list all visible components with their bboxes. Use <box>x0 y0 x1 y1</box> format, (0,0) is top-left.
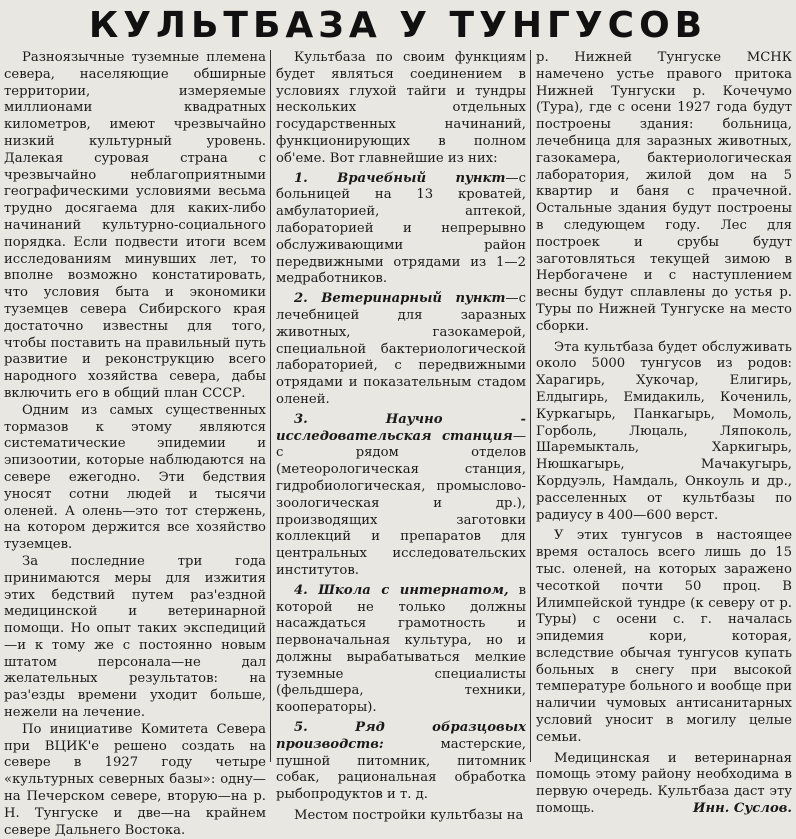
article-headline: КУЛЬТБАЗА У ТУНГУСОВ <box>88 5 708 46</box>
list-item-text: —с лечебницей для заразных животных, газокамерой, специальной бактериологической лабораторией, с передвижными отрядами и показательным стадом оленей. <box>276 291 526 407</box>
article-column-2 <box>276 50 527 824</box>
column-divider <box>530 50 531 762</box>
paragraph: р. Нижней Тунгуске МСНК намечено устье правого притока Нижней Тунгуски р. Кочечумо (Тура), где с осени 1927 года будут построены здания: больница, лечебница для заразных животных, газокамера, бактериологическая лаборатория, жилой дом на 5 квартир и баня с прачечной. Остальные здания будут построены в следующем году. Лес для построек и срубы будут заготовляться текущей зимою в Нербогачене и с наступлением весны будут сплавлены до устья р. Туры по Нижней Тунгуске на место сборки. <box>536 50 792 334</box>
paragraph: За последние три года принимаются меры для изжития этих бедствий путем раз'ездной медицинской и ветеринарной помощи. Но опыт таких экспедиций—и к тому же с постоянно новым штатом персонала—не дал желательных результатов: на раз'езды времени уходит больше, нежели на лечение. <box>4 553 266 721</box>
list-item-label: 3. Научно - исследовательская станция <box>276 411 526 444</box>
list-item-label: 2. Ветеринарный пункт <box>294 291 506 307</box>
list-item <box>276 720 526 804</box>
list-item-text: —с больницей на 13 кроватей, амбулаторией, аптекой, лабораторией и непрерывно обслуживающими район передвижными отрядами из 1—2 медработников. <box>276 170 526 287</box>
paragraph: Культбаза по своим функциям будет являться соединением в условиях глухой тайги и тундры нескольких отдельных государственных начинаний, функционирующих в полном об'еме. Вот главнейшие из них: <box>276 50 526 166</box>
list-item <box>276 171 526 289</box>
paragraph-text: Медицинская и ветеринарная помощь этому району необходима в первую очередь. Культбаза даст эту помощь. <box>536 750 792 817</box>
list-item-text: в которой не только должны насаждаться грамотность и первоначальная культура, но и должны вырабатываться мелкие туземные специалисты (фельдшера, техники, кооператоры). <box>276 582 527 716</box>
paragraph: Одним из самых существенных тормазов к этому являются систематические эпидемии и эпизоотии, которые наблюдаются на севере ежегодно. Эти бедствия уносят сотни людей и тысячи оленей. А олень—это тот стержень, на котором держится все хозяйство туземцев. <box>4 402 266 553</box>
list-item <box>276 583 526 717</box>
list-item-label: 4. Школа с интернатом, <box>294 582 509 598</box>
article-column-1 <box>4 50 266 838</box>
list-item-text: мастерские, пушной питомник, питомник собак, рациональная обработка рыбопродуктов и т. д. <box>276 736 526 803</box>
list-item <box>276 291 526 409</box>
list-item <box>276 412 526 580</box>
article-column-3 <box>536 50 792 817</box>
list-item-label: 1. Врачебный пункт <box>294 170 506 186</box>
column-divider <box>270 50 271 762</box>
author-signature: Инн. Суслов. <box>693 801 792 817</box>
paragraph <box>536 751 792 818</box>
list-item-text: —с рядом отделов (метеорологическая станция, гидробиологическая, промыслово-зоологическая и др.), производящих заготовки коллекций и препаратов для центральных исследовательских институтов. <box>276 428 526 578</box>
paragraph: Местом постройки культбазы на <box>294 808 524 824</box>
paragraph: По инициативе Комитета Севера при ВЦИК'е решено создать на севере в 1927 году четыре «культурных северных базы»: одну—на Печерском севере, вторую—на р. Н. Тунгуске и две—на крайнем севере Дальнего Востока. <box>4 721 266 838</box>
paragraph: У этих тунгусов в настоящее время осталось всего лишь до 15 тыс. оленей, на которых заражено чесоткой почти 50 проц. В Илимпейской тундре (к северу от р. Туры) с осени с. г. началась эпидемия кори, которая, вследствие обычая тунгусов купать больных в снегу при высокой температуре больного и вообще при наличии чумовых антисанитарных условий уносит в могилу целые семьи. <box>536 528 792 745</box>
paragraph: Эта культбаза будет обслуживать около 5000 тунгусов из родов: Харагирь, Хукочар, Елигирь, Елдыгирь, Емидакиль, Кочениль, Куркагырь, Панкагырь, Момоль, Горболь, Люцаль, Ляпоколь, Шаремыкталь, Харкигырь, Нюшкагырь, Мачакугырь, Кордуэль, Намдаль, Онкоуль и др., расселенных от культбазы по радиусу в 400—600 верст. <box>536 339 792 523</box>
paragraph: Разноязычные туземные племена севера, населяющие обширные территории, измеряемые миллионами квадратных километров, имеют чрезвычайно низкий культурный уровень. Далекая суровая страна с чрезвычайно неблагоприятными географическими условиями весьма трудно досягаема для каких-либо начинаний культурно-социального порядка. Если подвести итоги всем исследованиям минувших лет, то вполне возможно констатировать, что условия быта и экономики туземцев севера Сибирского края достаточно известны для того, чтобы поставить на правильный путь развитие и реконструкцию всего народного хозяйства севера, дабы включить его в общий план СССР. <box>4 50 266 401</box>
list-item-label: 5. Ряд образцовых производств: <box>276 720 526 752</box>
